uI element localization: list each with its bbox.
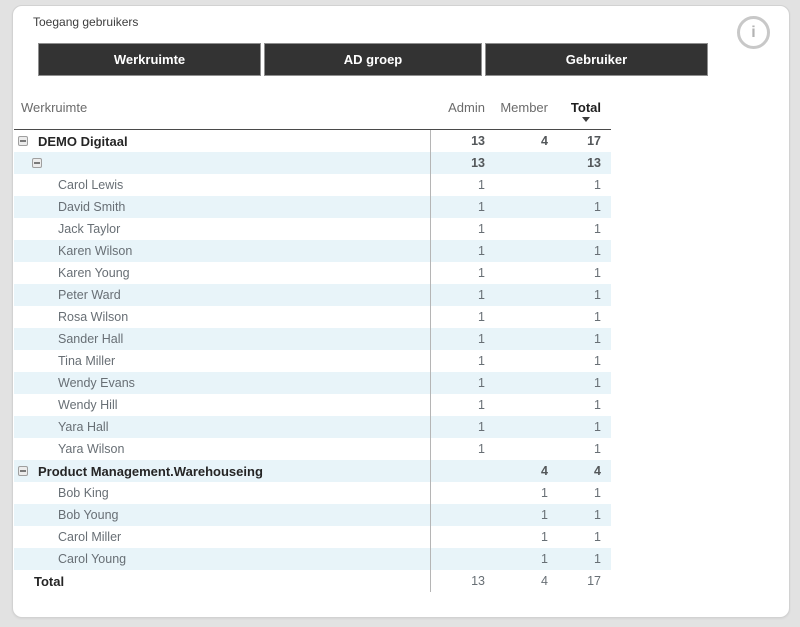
- row-label-cell: [14, 152, 431, 174]
- row-label-cell: [14, 394, 431, 416]
- table-row[interactable]: [14, 438, 611, 460]
- table-row[interactable]: [14, 328, 611, 350]
- total-value: 13: [587, 156, 601, 170]
- member-value: [485, 196, 548, 218]
- row-label: Bob King: [58, 486, 109, 500]
- row-spacer: [601, 240, 611, 262]
- admin-value: 13: [471, 134, 485, 148]
- row-label-cell: [14, 416, 431, 438]
- member-value: [485, 350, 548, 372]
- row-label: Peter Ward: [58, 288, 121, 302]
- collapse-minus-icon[interactable]: [18, 136, 28, 146]
- member-value: [485, 372, 548, 394]
- row-label: Total: [34, 573, 65, 589]
- row-spacer: [601, 548, 611, 570]
- table-row[interactable]: [14, 482, 611, 504]
- admin-value: [431, 460, 485, 482]
- row-label: Sander Hall: [58, 332, 124, 346]
- row-label: Bob Young: [58, 508, 119, 522]
- table-row[interactable]: [14, 240, 611, 262]
- row-label-cell: [14, 262, 431, 284]
- member-value: 1: [541, 486, 548, 500]
- admin-value: 1: [478, 222, 485, 236]
- row-label: Karen Young: [58, 266, 130, 280]
- column-header-admin[interactable]: [431, 98, 485, 129]
- row-spacer: [601, 174, 611, 196]
- total-sort-stack: [571, 100, 601, 122]
- column-header-werkruimte[interactable]: Werkruimte: [21, 100, 88, 115]
- member-value: [485, 328, 548, 350]
- row-label-cell: [14, 482, 431, 504]
- row-label-cell: [14, 218, 431, 240]
- row-label-cell: [14, 328, 431, 350]
- table-row[interactable]: [14, 174, 611, 196]
- member-value: 4: [541, 134, 548, 148]
- admin-value: 1: [478, 266, 485, 280]
- admin-value: 1: [478, 310, 485, 324]
- member-value: 4: [541, 574, 548, 588]
- column-header-total-label: Total: [570, 100, 601, 115]
- row-label-cell: [14, 196, 431, 218]
- info-button[interactable]: [737, 16, 770, 49]
- table-row[interactable]: [14, 394, 611, 416]
- member-value: 4: [541, 464, 548, 478]
- row-spacer: [601, 526, 611, 548]
- table-row[interactable]: [14, 262, 611, 284]
- total-value: 1: [594, 530, 601, 544]
- row-label-cell: [14, 570, 431, 592]
- row-label-cell: [14, 350, 431, 372]
- table-row[interactable]: [14, 130, 611, 152]
- table-row[interactable]: [14, 416, 611, 438]
- row-label: Carol Young: [58, 552, 127, 566]
- admin-value: 1: [478, 376, 485, 390]
- admin-value: 1: [478, 354, 485, 368]
- admin-value: 1: [478, 420, 485, 434]
- row-label-cell: [14, 174, 431, 196]
- row-spacer: [601, 460, 611, 482]
- table-row[interactable]: [14, 284, 611, 306]
- column-header-member[interactable]: [485, 98, 548, 129]
- total-value: 1: [594, 376, 601, 390]
- table-row[interactable]: [14, 152, 611, 174]
- row-label: Rosa Wilson: [58, 310, 129, 324]
- table-row[interactable]: [14, 350, 611, 372]
- row-spacer: [601, 350, 611, 372]
- table-row[interactable]: [14, 570, 611, 592]
- column-header-admin-label: Admin: [448, 100, 485, 115]
- total-value: 1: [594, 244, 601, 258]
- row-label: Yara Hall: [58, 420, 109, 434]
- member-value: [485, 284, 548, 306]
- member-value: [485, 262, 548, 284]
- row-label-cell: [14, 306, 431, 328]
- member-value: [485, 416, 548, 438]
- visual-card: [12, 5, 790, 618]
- member-value: [485, 306, 548, 328]
- table-row[interactable]: [14, 548, 611, 570]
- total-value: 1: [594, 178, 601, 192]
- row-label: David Smith: [58, 200, 126, 214]
- member-value: [485, 240, 548, 262]
- total-value: 1: [594, 508, 601, 522]
- row-spacer: [601, 504, 611, 526]
- collapse-minus-icon[interactable]: [18, 466, 28, 476]
- row-label-cell: [14, 438, 431, 460]
- row-label-cell: [14, 460, 431, 482]
- werkruimte-button[interactable]: Werkruimte: [38, 43, 261, 76]
- ad-groep-button[interactable]: AD groep: [264, 43, 482, 76]
- table-row[interactable]: [14, 196, 611, 218]
- matrix-body: [14, 130, 611, 592]
- gebruiker-button[interactable]: Gebruiker: [485, 43, 708, 76]
- row-spacer: [601, 570, 611, 592]
- row-spacer: [601, 130, 611, 152]
- row-spacer: [601, 482, 611, 504]
- admin-value: 13: [471, 156, 485, 170]
- row-label-cell: [14, 130, 431, 152]
- row-spacer: [601, 152, 611, 174]
- admin-value: [431, 548, 485, 570]
- column-header-total[interactable]: [548, 98, 601, 129]
- member-value: [485, 174, 548, 196]
- admin-value: 1: [478, 200, 485, 214]
- row-label-cell: [14, 526, 431, 548]
- total-value: 1: [594, 398, 601, 412]
- row-spacer: [601, 306, 611, 328]
- row-label: Tina Miller: [58, 354, 116, 368]
- row-label: DEMO Digitaal: [38, 133, 128, 149]
- admin-value: [431, 482, 485, 504]
- row-spacer: [601, 196, 611, 218]
- total-value: 17: [587, 574, 601, 588]
- admin-value: 1: [478, 288, 485, 302]
- row-spacer: [601, 262, 611, 284]
- admin-value: 13: [471, 574, 485, 588]
- member-value: 1: [541, 552, 548, 566]
- member-value: 1: [541, 530, 548, 544]
- member-value: 1: [541, 508, 548, 522]
- row-label: Wendy Evans: [58, 376, 135, 390]
- row-label-cell: [14, 548, 431, 570]
- row-label-cell: [14, 372, 431, 394]
- row-spacer: [601, 416, 611, 438]
- row-label: Karen Wilson: [58, 244, 133, 258]
- row-spacer: [601, 394, 611, 416]
- table-row[interactable]: [14, 372, 611, 394]
- admin-value: 1: [478, 244, 485, 258]
- total-value: 1: [594, 486, 601, 500]
- total-value: 1: [594, 552, 601, 566]
- row-label: Yara Wilson: [58, 442, 125, 456]
- total-value: 1: [594, 222, 601, 236]
- total-value: 1: [594, 200, 601, 214]
- total-value: 1: [594, 442, 601, 456]
- total-value: 1: [594, 420, 601, 434]
- total-value: 1: [594, 310, 601, 324]
- header-spacer: [601, 98, 611, 129]
- info-icon: i: [751, 23, 756, 41]
- total-value: 1: [594, 332, 601, 346]
- total-value: 17: [587, 134, 601, 148]
- total-value: 1: [594, 266, 601, 280]
- member-value: [485, 218, 548, 240]
- member-value: [485, 394, 548, 416]
- row-label-cell: [14, 240, 431, 262]
- row-spacer: [601, 438, 611, 460]
- member-value: [485, 152, 548, 174]
- matrix-column-headers: [14, 98, 611, 130]
- admin-value: 1: [478, 178, 485, 192]
- table-row[interactable]: [14, 218, 611, 240]
- collapse-minus-icon[interactable]: [32, 158, 42, 168]
- sort-desc-icon: [582, 117, 590, 122]
- admin-value: 1: [478, 398, 485, 412]
- total-value: 4: [594, 464, 601, 478]
- row-label-cell: [14, 284, 431, 306]
- table-row[interactable]: [14, 306, 611, 328]
- row-label: Product Management.Warehouseing: [38, 463, 263, 479]
- member-value: [485, 438, 548, 460]
- admin-value: 1: [478, 442, 485, 456]
- row-label: Carol Lewis: [58, 178, 124, 192]
- row-label: Jack Taylor: [58, 222, 121, 236]
- row-label: Wendy Hill: [58, 398, 118, 412]
- navigation-button-row: [38, 43, 708, 76]
- table-row[interactable]: [14, 460, 611, 482]
- table-row[interactable]: [14, 504, 611, 526]
- row-label-cell: [14, 504, 431, 526]
- table-row[interactable]: [14, 526, 611, 548]
- admin-value: [431, 526, 485, 548]
- total-value: 1: [594, 288, 601, 302]
- total-value: 1: [594, 354, 601, 368]
- admin-value: 1: [478, 332, 485, 346]
- visual-title: Toegang gebruikers: [33, 15, 139, 29]
- admin-value: [431, 504, 485, 526]
- row-spacer: [601, 218, 611, 240]
- row-spacer: [601, 284, 611, 306]
- row-spacer: [601, 372, 611, 394]
- row-label: Carol Miller: [58, 530, 122, 544]
- row-spacer: [601, 328, 611, 350]
- column-header-member-label: Member: [500, 100, 548, 115]
